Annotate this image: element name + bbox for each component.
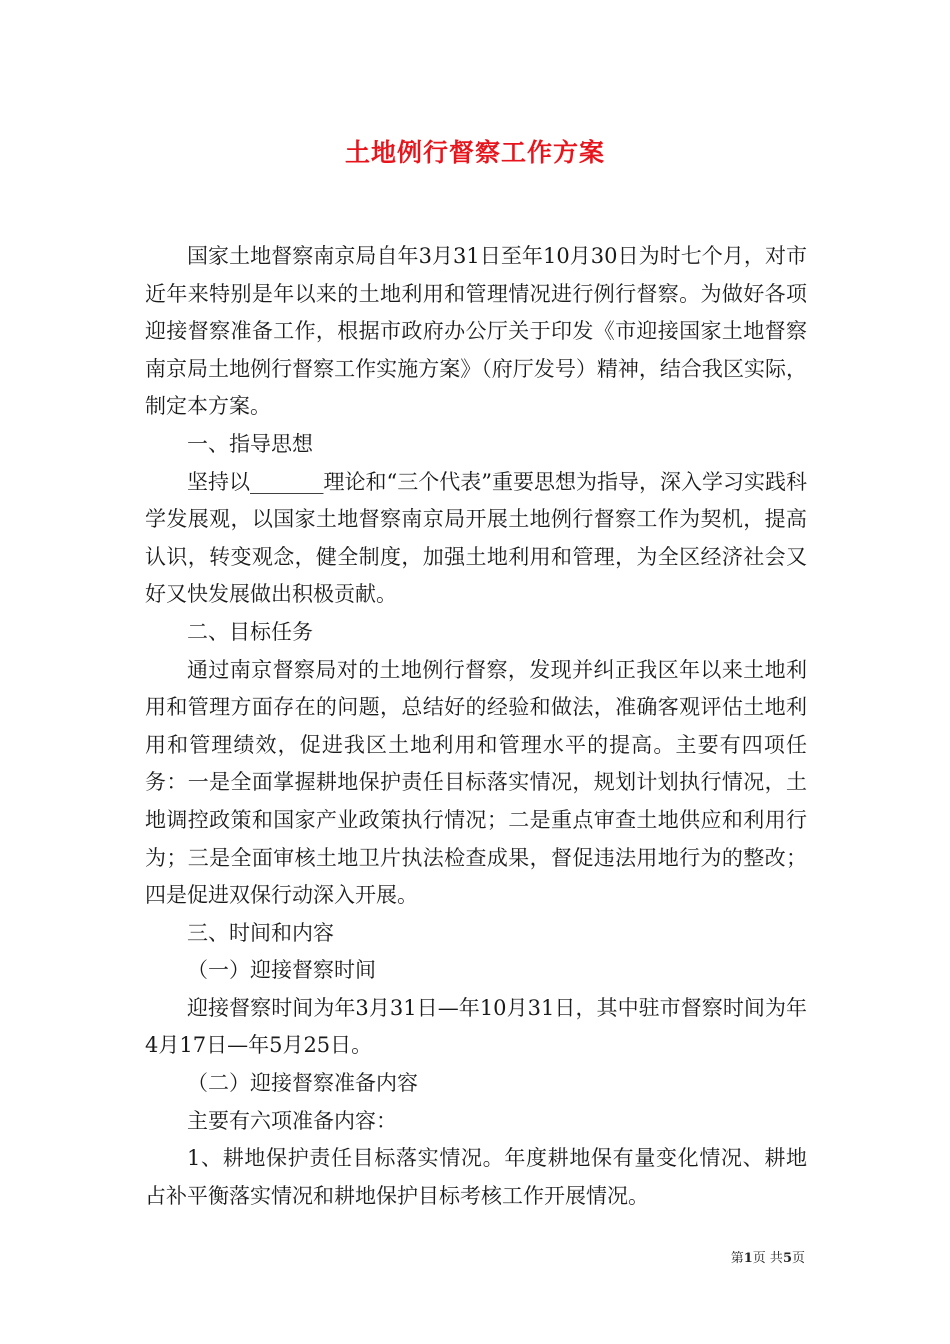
document-body [145, 238, 807, 1215]
page-number [731, 1247, 805, 1266]
subheading-inspection-time: （一）迎接督察时间 [187, 958, 376, 983]
heading-guiding-principle: 一、指导思想 [187, 431, 313, 456]
heading-goals-tasks: 二、目标任务 [187, 619, 313, 644]
paragraph-item-1: 1、耕地保护责任目标落实情况。年度耕地保有量变化情况、耕地占补平衡落实情况和耕地保护目标考核工作开展情况。 [145, 1146, 807, 1208]
paragraph-goals-tasks: 通过南京督察局对的土地例行督察，发现并纠正我区年以来土地利用和管理方面存在的问题，总结好的经验和做法，准确客观评估土地利用和管理绩效，促进我区土地利用和管理水平的提高。主要有四项任务：一是全面掌握耕地保护责任目标落实情况，规划计划执行情况，土地调控政策和国家产业政策执行情况；二是重点审查土地供应和利用行为；三是全面审核土地卫片执法检查成果，督促违法用地行为的整改；四是促进双保行动深入开展。 [145, 657, 807, 908]
page-middle: 页 共 [752, 1251, 783, 1266]
paragraph-six-items: 主要有六项准备内容： [187, 1108, 397, 1133]
heading-time-content: 三、时间和内容 [187, 920, 334, 945]
page-prefix: 第 [730, 1251, 744, 1266]
subheading-preparation-content: （二）迎接督察准备内容 [187, 1071, 418, 1096]
paragraph-intro: 国家土地督察南京局自年3月31日至年10月30日为时七个月，对市近年来特别是年以来的土地利用和管理情况进行例行督察。为做好各项迎接督察准备工作，根据市政府办公厅关于印发《市迎接国家土地督察南京局土地例行督察工作实施方案》（府厅发号）精神，结合我区实际，制定本方案。 [145, 244, 807, 419]
paragraph-guiding-principle: 坚持以_______理论和“三个代表”重要思想为指导，深入学习实践科学发展观，以国家土地督察南京局开展土地例行督察工作为契机，提高认识，转变观念，健全制度，加强土地利用和管理，为全区经济社会又好又快发展做出积极贡献。 [145, 469, 807, 607]
page-suffix: 页 [791, 1251, 805, 1266]
total-pages-number: 5 [782, 1251, 792, 1266]
paragraph-inspection-time: 迎接督察时间为年3月31日—年10月31日，其中驻市督察时间为年4月17日—年5月25日。 [145, 995, 807, 1058]
current-page-number: 1 [743, 1251, 753, 1266]
document-title: 土地例行督察工作方案 [344, 138, 605, 167]
